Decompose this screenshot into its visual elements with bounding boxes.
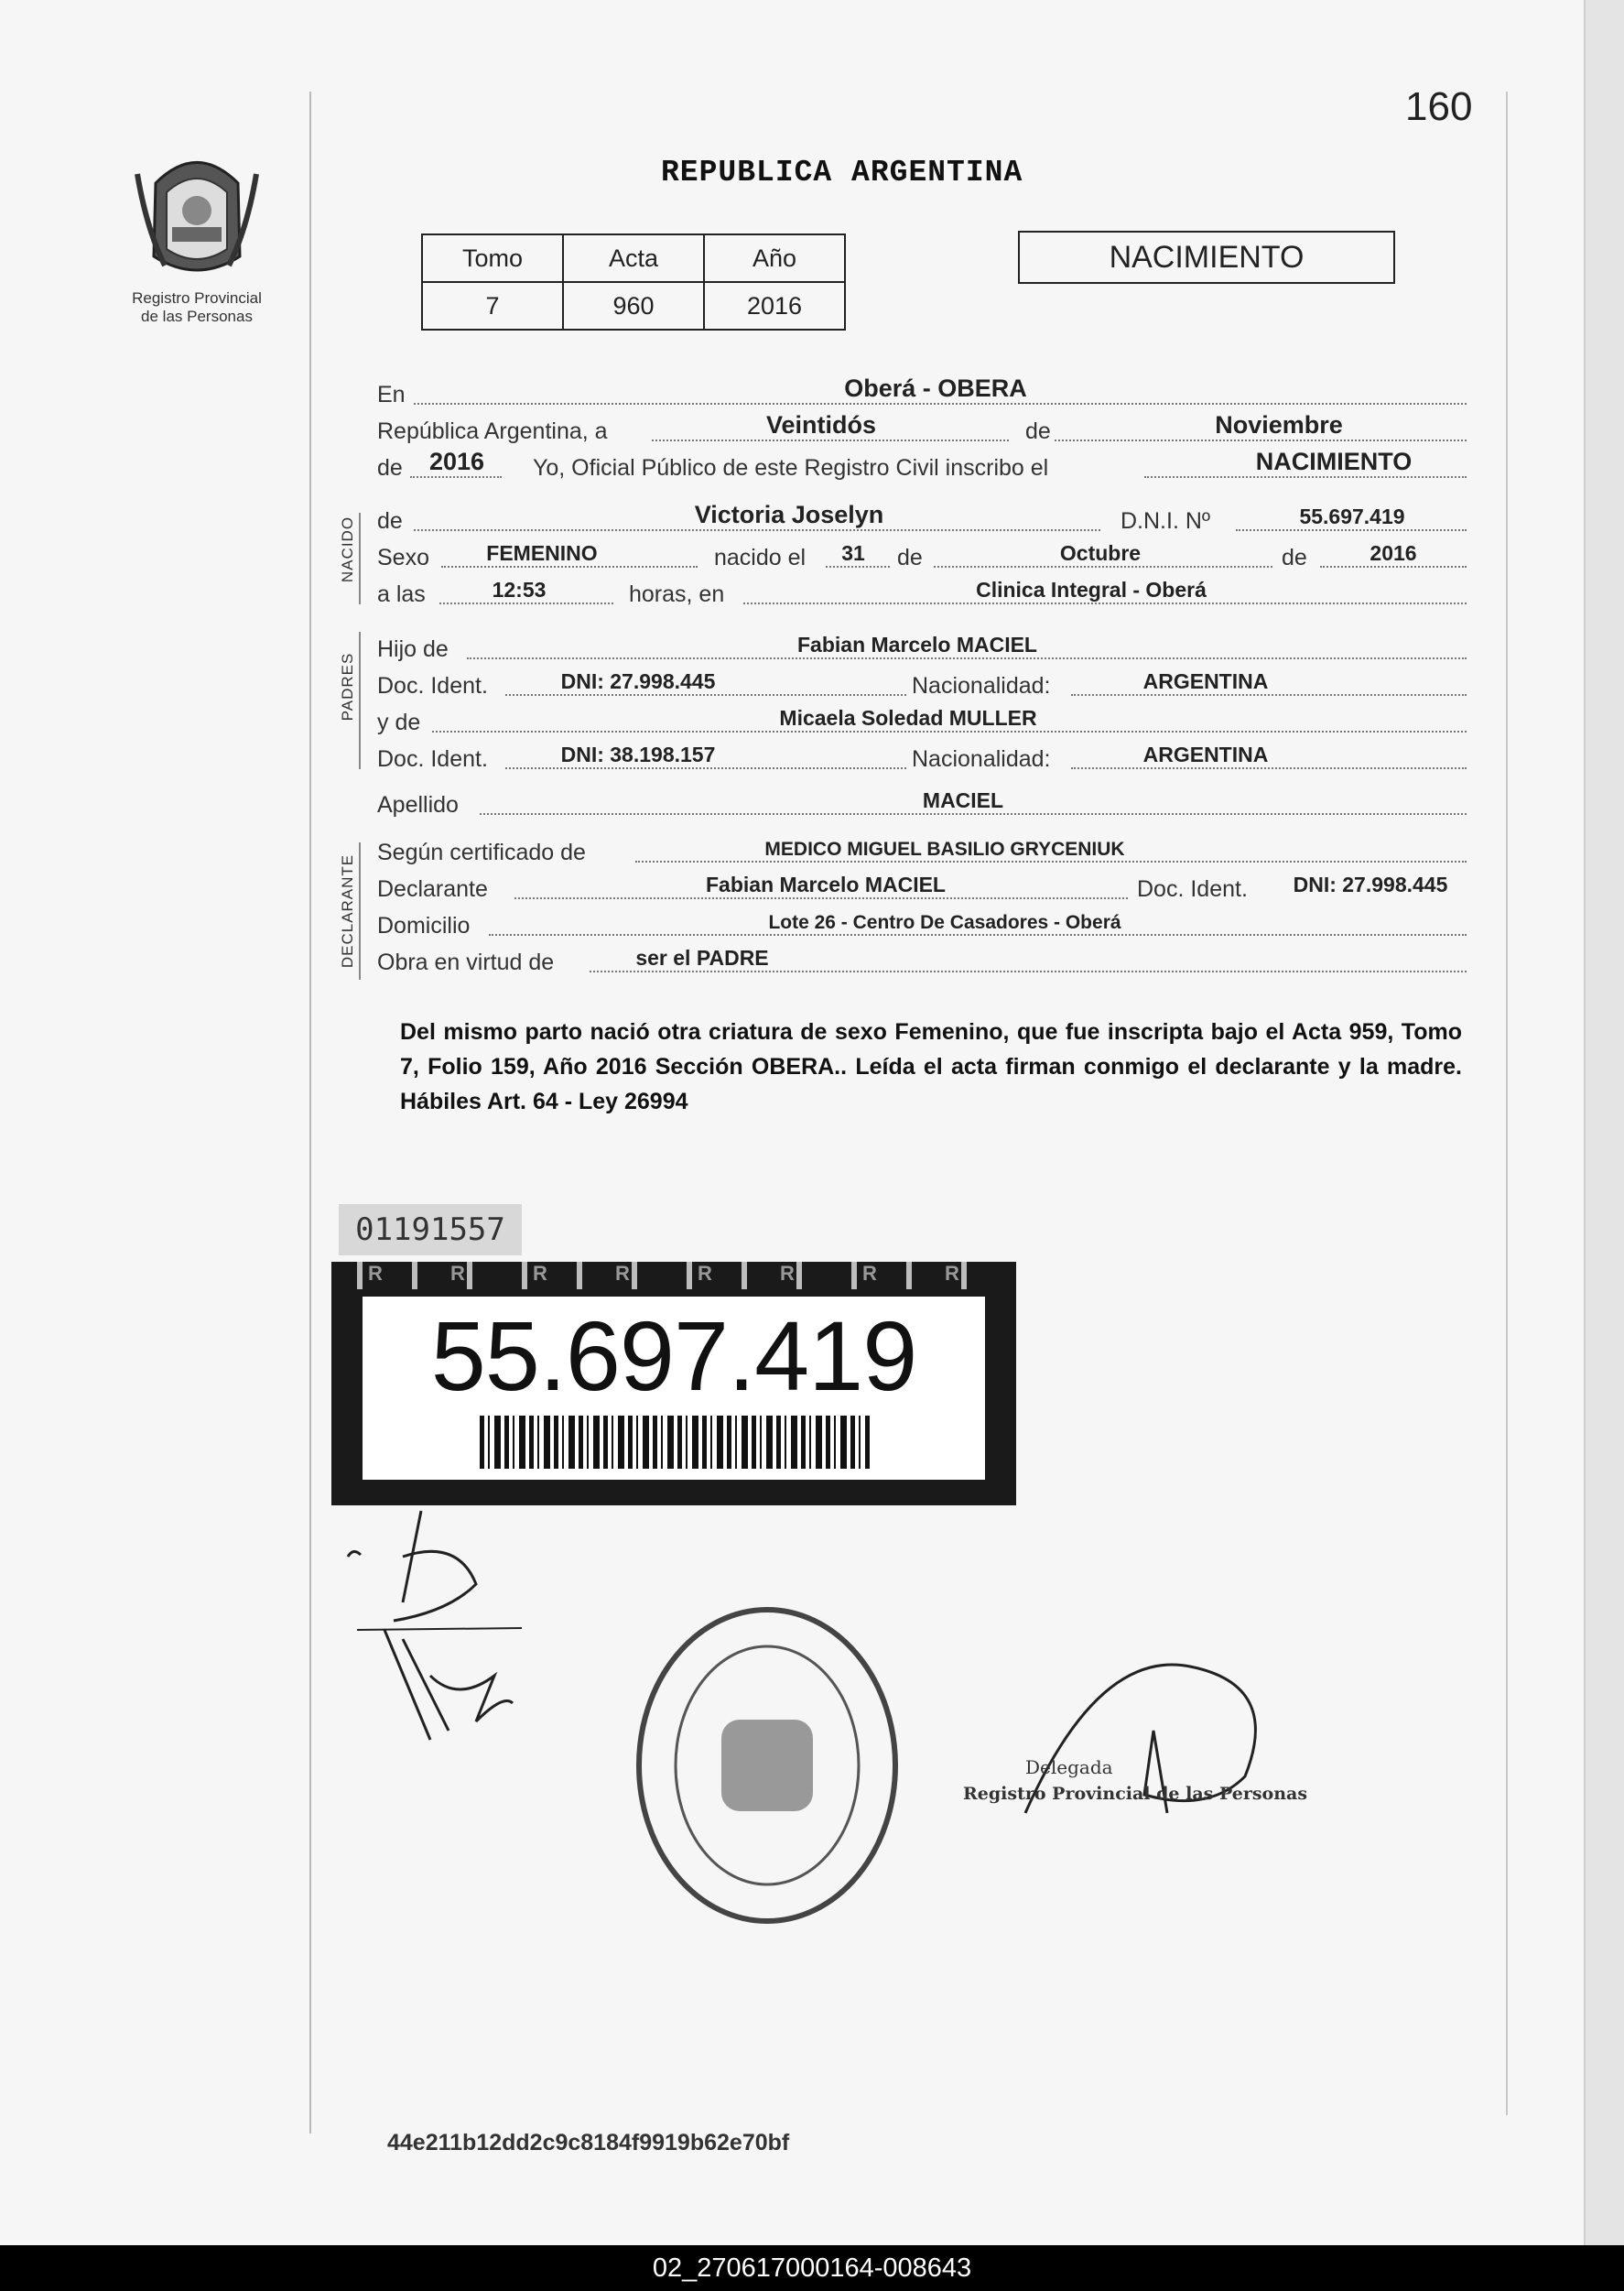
- label-en: En: [377, 382, 406, 407]
- header-acta: Acta: [563, 234, 704, 282]
- act-type-box: NACIMIENTO: [1018, 231, 1395, 284]
- label-sexo: Sexo: [377, 545, 429, 570]
- observation-note: Del mismo parto nació otra criatura de sexo Femenino, que fue inscripta bajo el Acta 959, Tomo 7, Folio 159, Año 2016 Sección OBERA.. Leída el acta firman conmigo el declarante y la madre. Hábiles Art. 64 - Ley 26994: [400, 1019, 1462, 1114]
- row-certificado: [377, 833, 1467, 870]
- document-title: REPUBLICA ARGENTINA: [661, 156, 1023, 190]
- label-yo: Yo, Oficial Público de este Registro Civil inscribo el: [533, 455, 1049, 481]
- barcode-icon: [480, 1416, 870, 1469]
- nacido-bracket: [359, 513, 361, 604]
- label-republica: República Argentina, a: [377, 418, 608, 444]
- label-hijo-de: Hijo de: [377, 636, 449, 662]
- row-domicilio: [377, 907, 1467, 943]
- sticker-mark: R: [615, 1262, 630, 1285]
- header-anio: Año: [704, 234, 845, 282]
- label-doc-padre: Doc. Ident.: [377, 673, 488, 699]
- row-hora: [377, 575, 1467, 612]
- value-anio: 2016: [704, 282, 845, 330]
- sticker-mark: R: [862, 1262, 877, 1285]
- serial-number: 01191557: [339, 1204, 522, 1255]
- row-obra: [377, 943, 1467, 980]
- sticker-mark: R: [368, 1262, 383, 1285]
- province-seal-icon: [128, 147, 265, 284]
- label-doc-declarante: Doc. Ident.: [1137, 876, 1248, 902]
- label-de-mes: de: [897, 545, 923, 570]
- sticker-top-band: [331, 1262, 1016, 1289]
- label-nacionalidad-madre: Nacionalidad:: [912, 746, 1051, 772]
- label-a-las: a las: [377, 581, 426, 607]
- label-doc-madre: Doc. Ident.: [377, 746, 488, 772]
- sticker-label: [363, 1297, 985, 1480]
- side-label-declarante: DECLARANTE: [339, 853, 356, 969]
- document-hash: 44e211b12dd2c9c8184f9919b62e70bf: [387, 2130, 790, 2155]
- dni-sticker: [331, 1262, 1016, 1505]
- logo-caption-line1: Registro Provincial: [132, 289, 262, 307]
- label-de-anio-nac: de: [1282, 545, 1307, 570]
- value-lugar: Oberá - OBERA: [844, 375, 1027, 402]
- value-obra: ser el PADRE: [635, 946, 769, 970]
- sticker-mark: R: [698, 1262, 712, 1285]
- value-madre-doc: DNI: 38.198.157: [560, 743, 716, 766]
- label-dni: D.N.I. Nº: [1121, 508, 1211, 534]
- official-office: Registro Provincial de las Personas: [963, 1784, 1308, 1804]
- value-madre: Micaela Soledad MULLER: [779, 706, 1037, 730]
- padres-bracket: [359, 632, 361, 769]
- sticker-mark: R: [780, 1262, 795, 1285]
- value-nac-anio: 2016: [1370, 541, 1417, 565]
- label-apellido: Apellido: [377, 792, 459, 818]
- label-y-de: y de: [377, 710, 421, 735]
- label-nacido-el: nacido el: [714, 545, 807, 570]
- label-certificado: Según certificado de: [377, 840, 586, 865]
- row-padre: [377, 630, 1467, 667]
- value-acta: 960: [563, 282, 704, 330]
- label-de-nombre: de: [377, 508, 403, 534]
- logo-caption-line2: de las Personas: [141, 308, 253, 325]
- label-obra: Obra en virtud de: [377, 950, 555, 975]
- side-label-nacido: NACIDO: [339, 516, 356, 583]
- value-padre: Fabian Marcelo MACIEL: [797, 633, 1037, 657]
- mother-signature-icon: [375, 1621, 522, 1749]
- value-declarante-doc: DNI: 27.998.445: [1293, 873, 1448, 896]
- row-madre: [377, 703, 1467, 740]
- sticker-mark: R: [533, 1262, 547, 1285]
- label-de-anio: de: [377, 455, 403, 481]
- value-inscribo-tipo: NACIMIENTO: [1255, 448, 1413, 475]
- value-sexo: FEMENINO: [486, 541, 598, 565]
- row-inscripcion: [377, 449, 1467, 485]
- footer-id-bar: 02_270617000164-008643: [0, 2245, 1624, 2291]
- paper-edge: [1584, 0, 1624, 2245]
- label-horas-en: horas, en: [629, 581, 725, 607]
- label-de: de: [1025, 418, 1051, 444]
- value-tomo: 7: [422, 282, 563, 330]
- label-nacionalidad-padre: Nacionalidad:: [912, 673, 1051, 699]
- value-lugar-nac: Clinica Integral - Oberá: [976, 578, 1207, 602]
- header-tomo: Tomo: [422, 234, 563, 282]
- official-round-stamp-icon: [630, 1601, 904, 1930]
- value-nac-dia: 31: [841, 541, 865, 565]
- value-padre-doc: DNI: 27.998.445: [560, 669, 716, 693]
- value-declarante: Fabian Marcelo MACIEL: [706, 873, 946, 896]
- row-declarante: [377, 870, 1467, 907]
- row-padre-doc: [377, 667, 1467, 703]
- sticker-mark: R: [945, 1262, 959, 1285]
- row-madre-doc: [377, 740, 1467, 776]
- value-mes: Noviembre: [1215, 411, 1343, 439]
- value-madre-nac: ARGENTINA: [1142, 743, 1269, 766]
- value-hora: 12:53: [492, 578, 547, 602]
- registry-logo: [110, 147, 284, 326]
- row-sexo: [377, 538, 1467, 575]
- row-lugar: [377, 375, 1467, 412]
- row-fecha: [377, 412, 1467, 449]
- sticker-mark: R: [450, 1262, 465, 1285]
- side-label-padres: PADRES: [339, 652, 356, 722]
- page-number: 160: [1405, 84, 1473, 129]
- row-apellido: [377, 786, 1467, 822]
- value-anio-inscripcion: 2016: [428, 448, 485, 475]
- sticker-dni-number: 55.697.419: [430, 1300, 917, 1411]
- left-margin-rule: [309, 92, 311, 2134]
- value-nac-mes: Octubre: [1059, 541, 1142, 565]
- value-nombre: Victoria Joselyn: [694, 501, 884, 528]
- label-declarante: Declarante: [377, 876, 488, 902]
- value-domicilio: Lote 26 - Centro De Casadores - Oberá: [768, 912, 1121, 933]
- registry-table: [421, 233, 846, 331]
- row-nombre: [377, 502, 1467, 538]
- value-dni: 55.697.419: [1299, 505, 1405, 528]
- value-certificado: MEDICO MIGUEL BASILIO GRYCENIUK: [764, 839, 1125, 860]
- right-margin-rule: [1506, 92, 1508, 2115]
- value-padre-nac: ARGENTINA: [1142, 669, 1269, 693]
- label-domicilio: Domicilio: [377, 913, 471, 939]
- value-apellido: MACIEL: [922, 788, 1004, 812]
- official-role: Delegada: [1025, 1756, 1113, 1778]
- declarante-bracket: [359, 842, 361, 980]
- value-dia: Veintidós: [765, 411, 877, 439]
